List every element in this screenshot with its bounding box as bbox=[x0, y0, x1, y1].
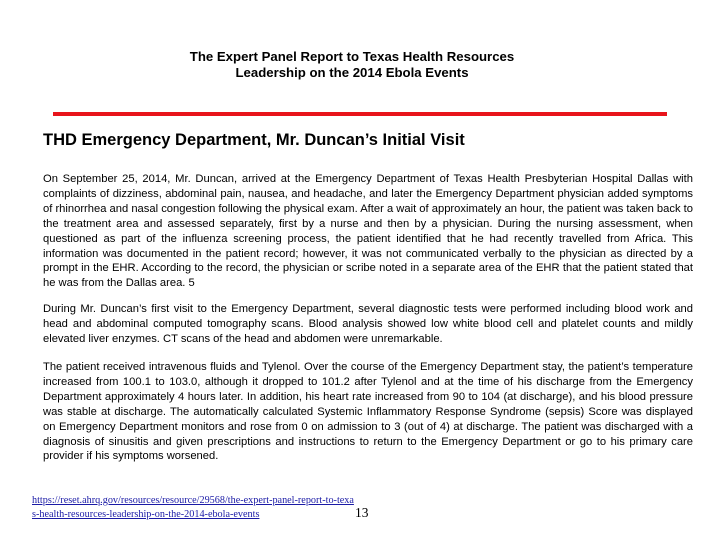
report-title-line-2: Leadership on the 2014 Ebola Events bbox=[235, 64, 469, 80]
report-title-line-1: The Expert Panel Report to Texas Health Resources bbox=[189, 49, 515, 64]
body-paragraph-diagnostic-tests: During Mr. Duncan’s first visit to the Emergency Department, several diagnostic tests were performed including blood work and head and abdominal computed tomography scans. Blood analysis showed low white blood cell and platelet counts and mildly elevated liver enzymes. CT scans of the head and abdomen were unremarkable. bbox=[43, 303, 693, 345]
section-heading: THD Emergency Department, Mr. Duncan’s Initial Visit bbox=[43, 131, 465, 149]
page-number: 13 bbox=[355, 505, 369, 520]
body-paragraph-initial-visit: On September 25, 2014, Mr. Duncan, arrived at the Emergency Department of Texas Health Presbyterian Hospital Dallas with complaints of dizziness, abdominal pain, nausea, and headache, and later the Emergency Department physician added symptoms of rhinorrhea and nasal congestion following the physical exam. After a wait of approximately an hour, the patient was taken back to the treatment area and assessed separately, first by a nurse and then by a physician. During the nursing assessment, when questioned as part of the influenza screening process, the patient identified that he had recently travelled from Africa. This information was documented in the patient record; however, it was not communicated verbally to the physician as directed by a prompt in the EHR. According to the record, the physician or scribe noted in a separate area of the EHR that the patient stated that he was from the Dallas area. 5 bbox=[43, 173, 693, 290]
body-paragraph-treatment-discharge: The patient received intravenous fluids and Tylenol. Over the course of the Emergency Department stay, the patient’s temperature increased from 100.1 to 103.0, although it dropped to 101.2 after Tylenol and at the time of his discharge from the Emergency Department approximately 4 hours later. In addition, his heart rate increased from 90 to 104 (at discharge), and his blood pressure was stable at discharge. The automatically calculated Systemic Inflammatory Response Syndrome (sepsis) Score was displayed on Emergency Department monitors and rose from 0 on admission to 3 (out of 4) at discharge. The patient was discharged with a diagnosis of sinusitis and given prescriptions and instructions to return to the Emergency Department or go to his primary care provider if his symptoms worsened. bbox=[43, 361, 693, 463]
source-link[interactable]: https://reset.ahrq.gov/resources/resource/29568/the-expert-panel-report-to-texas-health-resources-leadership-on-the-2014-ebola-events bbox=[32, 495, 354, 520]
report-title bbox=[150, 49, 554, 80]
red-divider bbox=[53, 112, 667, 116]
